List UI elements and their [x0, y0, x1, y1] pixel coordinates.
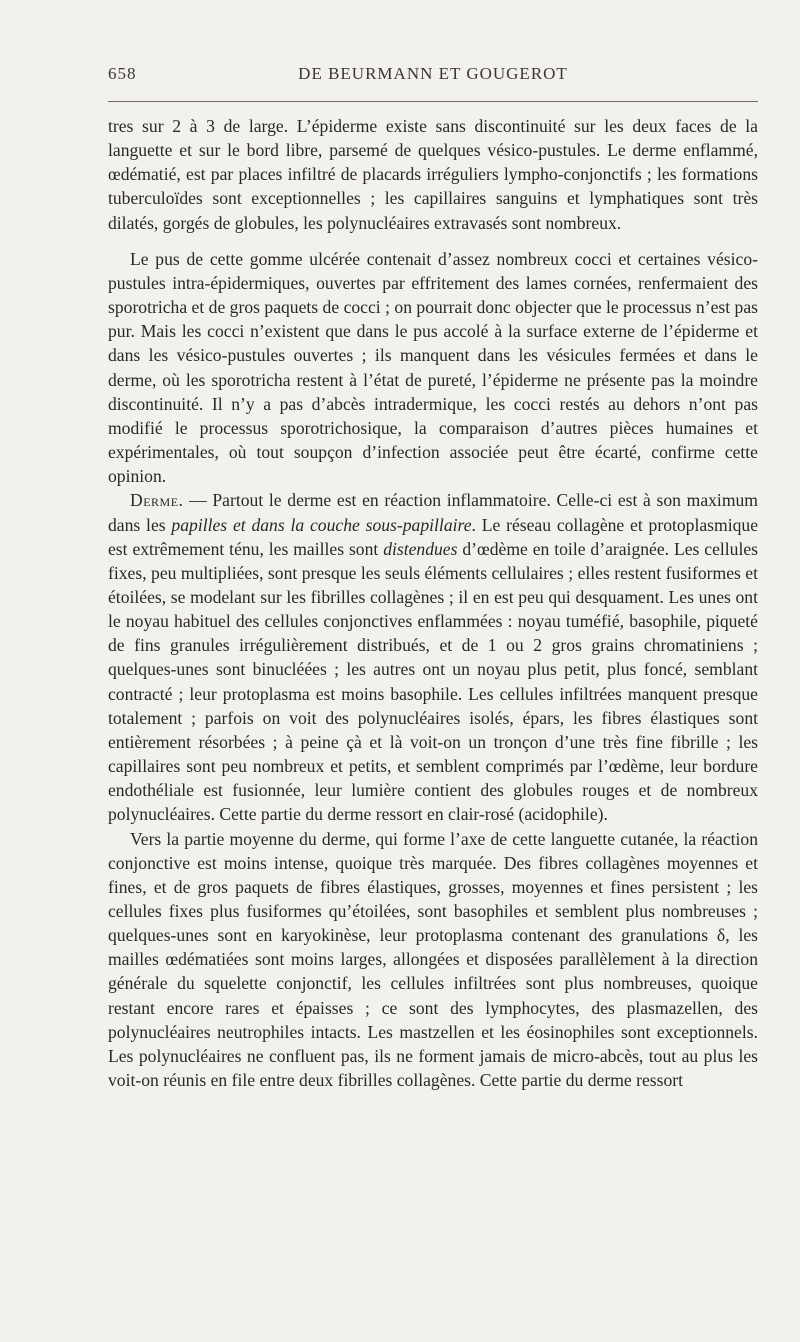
paragraph-3-part-e: d’œdème en toile d’araignée. Les cellules fixes, peu multipliées, sont presque les seuls éléments cellulaires ; elles restent fusiformes et étoilées, se modelant sur les fibrilles collagènes ; il en est peu qui desquament. Les unes ont le noyau habituel des cellules conjonctives enflammées : noyau tuméfié, basophile, piqueté de fins granules irrégulièrement distribués, et de 1 ou 2 gros grains chromatiniens ; quelques-unes sont binucléées ; les autres ont un noyau plus petit, plus foncé, semblant contracté ; leur protoplasma est moins basophile. Les cellules infiltrées manquent presque totalement ; parfois on voit des polynucléaires isolés, épars, les fibres élastiques sont entièrement résorbées ; à peine çà et là voit-on un tronçon d’une très fine fibrille ; les capillaires sont peu nombreux et petits, et semblent comprimés par l’œdème, leur bordure endothéliale est fusionnée, leur lumière contient des globules rouges et de nombreux polynucléaires. Cette partie du derme ressort en clair-rosé (acidophile).: [108, 538, 758, 825]
paragraph-3-part-a: — Partout le derme est en réaction inflammatoire. Celle-ci est à son maximum dans les: [108, 490, 758, 535]
paragraph-3-part-c: . Le réseau collagène et protoplasmique est extrêmement ténu, les mailles sont: [108, 514, 759, 559]
paragraph-2: Le pus de cette gomme ulcérée contenait d’assez nombreux cocci et certaines vésico-pustules intra-épidermiques, ouvertes par effritement des lames cornées, renfermaient des sporotricha et de gros paquets de cocci ; on pourrait donc objecter que le processus n’est pas pur. Mais les cocci n’existent que dans le pus accolé à la surface externe de l’épiderme et dans les vésico-pustules ouvertes ; ils manquent dans les vésicules fermées et dans le derme, où les sporotricha restent à l’état de pureté, l’épiderme ne présente pas la moindre discontinuité. Il n’y a pas d’abcès intradermique, les cocci restés au dehors n’ont pas modifié le processus sporotrichosique, la comparaison d’autres pièces humaines et expérimentales, où tout soupçon d’infection associée peut être écarté, confirme cette opinion.: [108, 248, 758, 487]
running-head: [108, 64, 758, 88]
paragraph-3-emphasis-papilles: papilles et dans la couche sous-papillaire: [171, 514, 472, 535]
section-label-derme: Derme.: [130, 490, 184, 511]
paragraph-3: [108, 488, 758, 826]
paragraph-4: Vers la partie moyenne du derme, qui forme l’axe de cette languette cutanée, la réaction conjonctive est moins intense, quoique très marquée. Des fibres collagènes moyennes et fines, et de gros paquets de fibres élastiques, grosses, moyennes et fines persistent ; les cellules fixes plus fusiformes qu’étoilées, sont basophiles et semblent plus nombreuses ; quelques-unes sont en karyokinèse, leur protoplasma contenant des granulations δ, les mailles œdématiées sont moins larges, allongées et disposées parallèlement à la direction générale du squelette conjonctif, les cellules infiltrées sont plus nombreuses, quoique restant encore rares et épaisses ; ce sont des lymphocytes, des plasmazellen, des polynucléaires neutrophiles intacts. Les mastzellen et les éosinophiles sont exceptionnels. Les polynucléaires ne confluent pas, ils ne forment jamais de micro-abcès, tout au plus les voit-on réunis en file entre deux fibrilles collagènes. Cette partie du derme ressort: [108, 828, 758, 1091]
paragraph-3-emphasis-distendues: distendues: [383, 538, 458, 559]
running-title: DE BEURMANN ET GOUGEROT: [298, 64, 568, 83]
paragraph-1: tres sur 2 à 3 de large. L’épiderme existe sans discontinuité sur les deux faces de la languette et sur le bord libre, parsemé de quelques vésico-pustules. Le derme enflammé, œdématié, est par places infiltré de placards irréguliers lympho-conjonctifs ; les formations tuberculoïdes sont exceptionnelles ; les capillaires sanguins et lymphatiques sont très dilatés, gorgés de globules, les polynucléaires extravasés sont nombreux.: [108, 116, 758, 233]
header-rule: [108, 101, 758, 102]
page-number: 658: [108, 64, 137, 83]
body-text: [108, 114, 758, 1092]
